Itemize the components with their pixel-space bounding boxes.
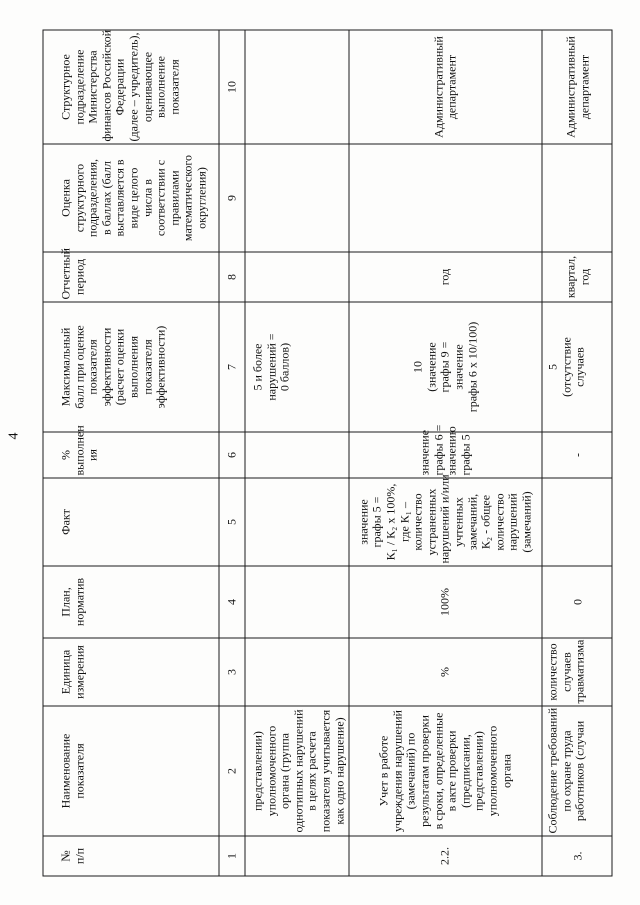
header-percent-done: % выполнен ия <box>43 432 219 478</box>
table-row <box>542 30 612 876</box>
cell-reporting-period: год <box>349 252 542 302</box>
table-header-row <box>43 30 219 876</box>
cell-plan: 100% <box>349 566 542 638</box>
cell-max-score: 5 и более нарушений = 0 баллов) <box>245 302 349 432</box>
table-row <box>349 30 542 876</box>
table-row <box>245 30 349 876</box>
cell-percent-done: - <box>542 432 612 478</box>
cell-responsible-department: Административный департамент <box>349 30 542 144</box>
cell-unit: количество случаев травматизма <box>542 638 612 706</box>
column-number: 7 <box>219 302 245 432</box>
column-number: 5 <box>219 478 245 566</box>
header-indicator-name: Наименование показателя <box>43 706 219 836</box>
cell-unit-score <box>349 144 542 252</box>
cell-number <box>245 836 349 876</box>
header-unit-score: Оценка структурного подразделения, в баллах (балл выставляется в виде целого числа в соответствии с правилами математического округления) <box>43 144 219 252</box>
column-number: 4 <box>219 566 245 638</box>
cell-plan: 0 <box>542 566 612 638</box>
cell-max-score: 5 (отсутствие случаев <box>542 302 612 432</box>
cell-fact <box>245 478 349 566</box>
cell-indicator-name: представлении) уполномоченного органа (группа однотипных нарушений в целях расчета показателя учитывается как одно нарушение) <box>245 706 349 836</box>
cell-unit-score <box>542 144 612 252</box>
column-number: 2 <box>219 706 245 836</box>
header-unit: Единица измерения <box>43 638 219 706</box>
cell-percent-done <box>245 432 349 478</box>
cell-plan <box>245 566 349 638</box>
header-number: № п/п <box>43 836 219 876</box>
indicators-table <box>42 29 612 876</box>
cell-fact: значение графы 5 = К₁ / К₂ х 100%, где К₁ – количество устраненных нарушений и/или учтенных замечаний, К₂ - общее количество нарушений (замечаний) <box>349 478 542 566</box>
column-number: 1 <box>219 836 245 876</box>
cell-indicator-name: Учет в работе учреждения нарушений (замечаний) по результатам проверки в сроки, определенные в акте проверки (предписании, представлении) уполномоченного органа <box>349 706 542 836</box>
column-numbers-row <box>219 30 245 876</box>
cell-unit: % <box>349 638 542 706</box>
cell-responsible-department <box>245 30 349 144</box>
cell-indicator-name: Соблюдение требований по охране труда работников (случаи <box>542 706 612 836</box>
cell-number: 2.2. <box>349 836 542 876</box>
cell-percent-done: значение графы 6 = значению графы 5 <box>349 432 542 478</box>
cell-fact <box>542 478 612 566</box>
header-reporting-period: Отчетный период <box>43 252 219 302</box>
cell-reporting-period: квартал, год <box>542 252 612 302</box>
cell-responsible-department: Административный департамент <box>542 30 612 144</box>
cell-unit-score <box>245 144 349 252</box>
header-responsible-department: Структурное подразделение Министерства финансов Российской Федерации (далее – учредитель), оценивающее выполнение показателя <box>43 30 219 144</box>
cell-reporting-period <box>245 252 349 302</box>
cell-number: 3. <box>542 836 612 876</box>
column-number: 8 <box>219 252 245 302</box>
column-number: 6 <box>219 432 245 478</box>
cell-unit <box>245 638 349 706</box>
header-fact: Факт <box>43 478 219 566</box>
header-max-score: Максимальный балл при оценке показателя эффективности (расчет оценки выполнения показателя эффективности) <box>43 302 219 432</box>
page-number: 4 <box>6 432 21 439</box>
column-number: 9 <box>219 144 245 252</box>
header-plan: План, норматив <box>43 566 219 638</box>
column-number: 10 <box>219 30 245 144</box>
column-number: 3 <box>219 638 245 706</box>
cell-max-score: 10 (значение графы 9 = значение графы 6 х 10/100) <box>349 302 542 432</box>
